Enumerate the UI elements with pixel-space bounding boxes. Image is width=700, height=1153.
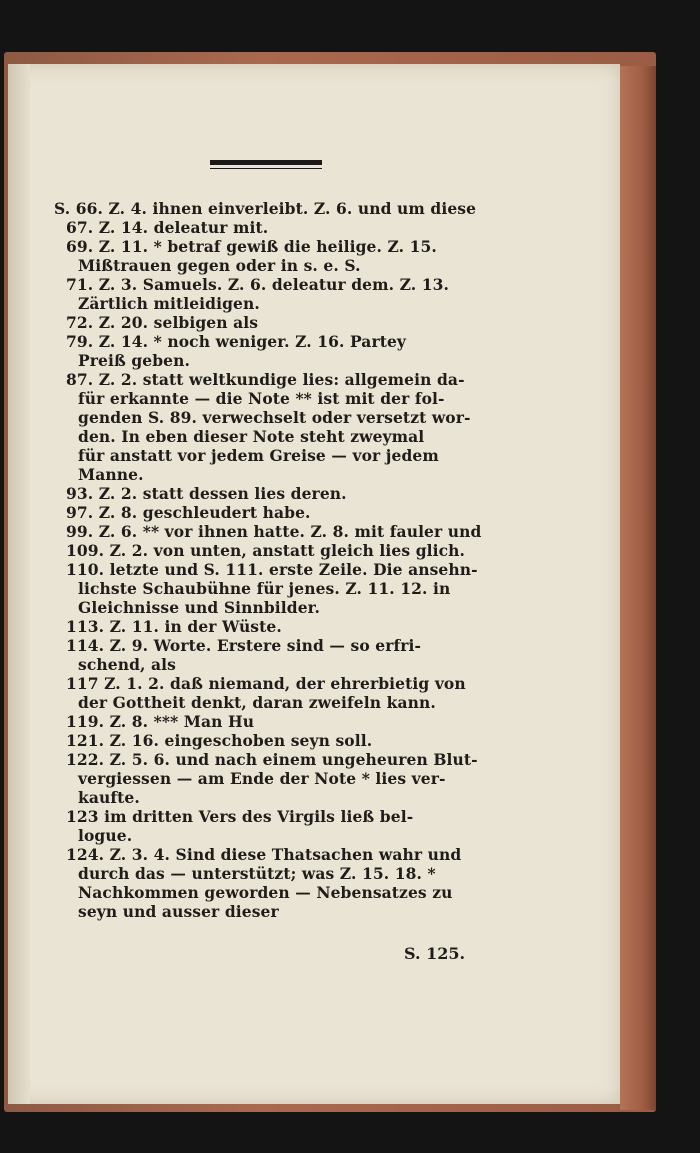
text-line: vergiessen — am Ende der Note * lies ver-: [78, 769, 446, 788]
text-line: 113. Z. 11. in der Wüste.: [66, 617, 282, 636]
catchword: S. 125.: [404, 944, 466, 963]
text-line: für anstatt vor jedem Greise — vor jedem: [78, 446, 439, 465]
text-line: Zärtlich mitleidigen.: [78, 294, 260, 313]
text-line: 123 im dritten Vers des Virgils ließ bel-: [66, 807, 414, 826]
text-line: 110. letzte und S. 111. erste Zeile. Die ansehn-: [66, 560, 478, 579]
text-line: 124. Z. 3. 4. Sind diese Thatsachen wahr und: [66, 845, 462, 864]
text-line: 97. Z. 8. geschleudert habe.: [66, 503, 311, 522]
text-line: 72. Z. 20. selbigen als: [66, 313, 259, 332]
text-line: schend, als: [78, 655, 176, 674]
text-line: kaufte.: [78, 788, 140, 807]
text-line: 117 Z. 1. 2. daß niemand, der ehrerbietig von: [66, 674, 466, 693]
text-line: 99. Z. 6. ** vor ihnen hatte. Z. 8. mit fauler und: [66, 522, 482, 541]
text-line: 71. Z. 3. Samuels. Z. 6. deleatur dem. Z. 13.: [66, 275, 450, 294]
text-line: 119. Z. 8. *** Man Hu: [66, 712, 255, 731]
text-line: 87. Z. 2. statt weltkundige lies: allgemein da-: [66, 370, 465, 389]
text-line: den. In eben dieser Note steht zweymal: [78, 427, 425, 446]
text-line: für erkannte — die Note ** ist mit der fol-: [78, 389, 445, 408]
page-binding: [8, 64, 30, 1104]
text-line: S. 66. Z. 4. ihnen einverleibt. Z. 6. und um diese: [54, 199, 477, 218]
text-line: seyn und ausser dieser: [78, 902, 279, 921]
text-line: genden S. 89. verwechselt oder versetzt wor-: [78, 408, 471, 427]
cover-edge: [620, 66, 656, 1110]
text-line: 67. Z. 14. deleatur mit.: [66, 218, 269, 237]
errata-text: [54, 199, 494, 921]
text-line: Mißtrauen gegen oder in s. e. S.: [78, 256, 361, 275]
text-line: 109. Z. 2. von unten, anstatt gleich lies glich.: [66, 541, 466, 560]
header-rule: [210, 160, 322, 169]
text-line: 79. Z. 14. * noch weniger. Z. 16. Partey: [66, 332, 407, 351]
text-line: Gleichnisse und Sinnbilder.: [78, 598, 320, 617]
text-line: Preiß geben.: [78, 351, 191, 370]
text-line: lichste Schaubühne für jenes. Z. 11. 12. in: [78, 579, 451, 598]
text-line: Manne.: [78, 465, 144, 484]
text-line: der Gottheit denkt, daran zweifeln kann.: [78, 693, 436, 712]
text-line: durch das — unterstützt; was Z. 15. 18. *: [78, 864, 436, 883]
text-line: 121. Z. 16. eingeschoben seyn soll.: [66, 731, 373, 750]
text-line: 122. Z. 5. 6. und nach einem ungeheuren Blut-: [66, 750, 478, 769]
text-line: logue.: [78, 826, 133, 845]
text-line: 114. Z. 9. Worte. Erstere sind — so erfri-: [66, 636, 422, 655]
text-line: Nachkommen geworden — Nebensatzes zu: [78, 883, 453, 902]
text-line: 93. Z. 2. statt dessen lies deren.: [66, 484, 347, 503]
text-line: 69. Z. 11. * betraf gewiß die heilige. Z. 15.: [66, 237, 437, 256]
